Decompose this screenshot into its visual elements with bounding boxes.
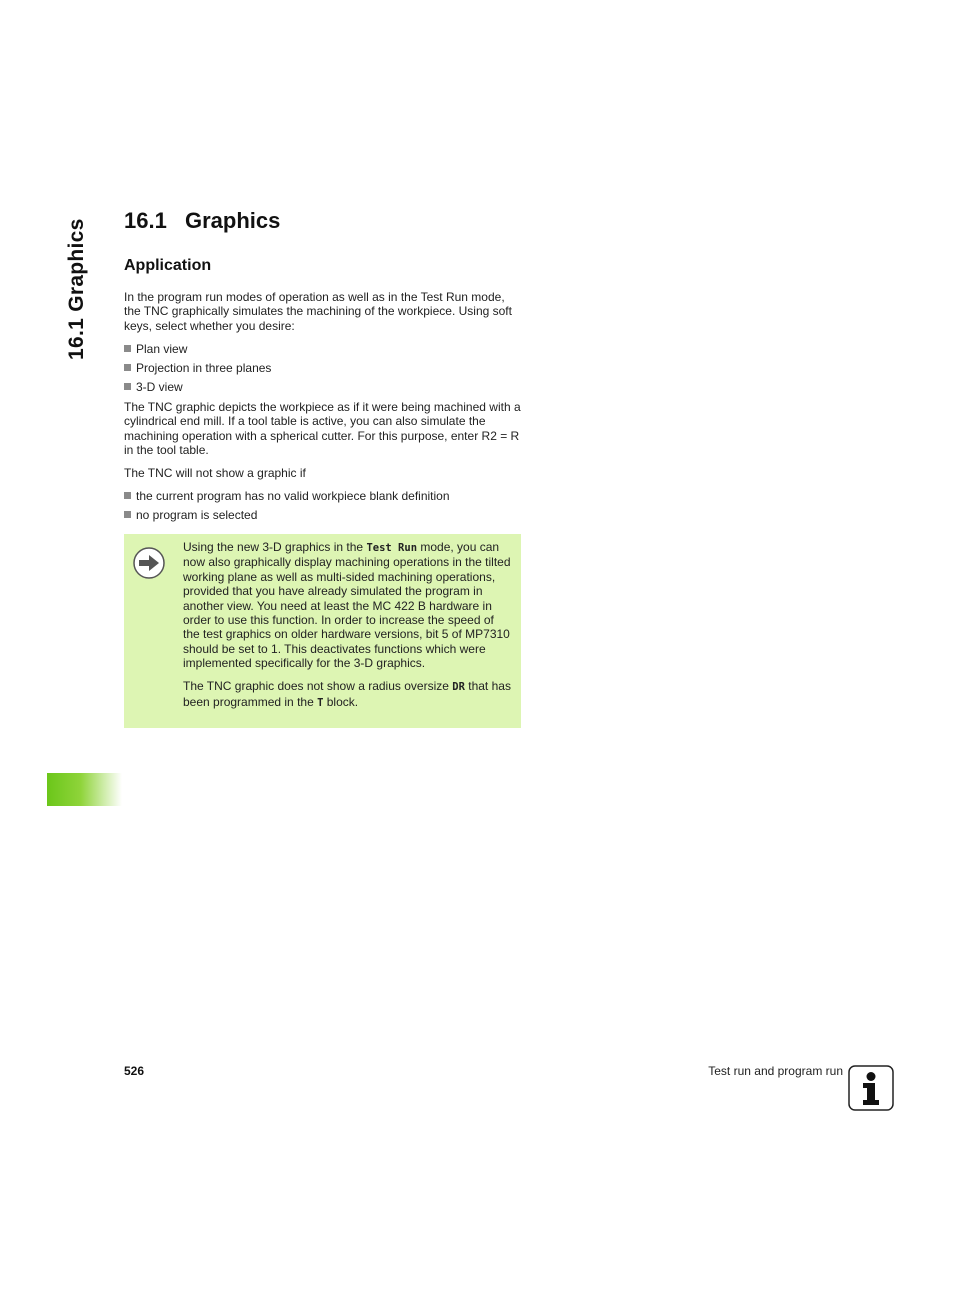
- code-test-run: Test Run: [366, 542, 418, 554]
- depiction-paragraph: The TNC graphic depicts the workpiece as if it were being machined with a cylindrical end mill. If a tool table is active, you can also simulate the machining operation with a spherical cutter. For this purpose, enter R2 = R in the tool table.: [124, 399, 521, 458]
- info-icon: [848, 1065, 894, 1111]
- no-graphic-intro: The TNC will not show a graphic if: [124, 466, 306, 481]
- views-list: [124, 342, 522, 394]
- code-dr: DR: [452, 681, 465, 694]
- square-bullet-icon: [124, 511, 131, 518]
- square-bullet-icon: [124, 345, 131, 352]
- list-item: no program is selected: [124, 508, 522, 522]
- page-number: 526: [124, 1064, 145, 1078]
- subheading: Application: [124, 257, 212, 274]
- arrow-right-icon: [133, 547, 165, 579]
- main-content: [124, 290, 522, 528]
- no-graphic-list: [124, 489, 522, 522]
- list-item: 3-D view: [124, 380, 522, 394]
- intro-paragraph: In the program run modes of operation as well as in the Test Run mode, the TNC graphically simulates the machining of the workpiece. Using soft keys, select whether you desire:: [124, 290, 512, 333]
- chapter-tab-marker: [47, 773, 122, 806]
- list-item: the current program has no valid workpiece blank definition: [124, 489, 522, 503]
- list-item: Plan view: [124, 342, 522, 356]
- note-box: [124, 534, 521, 728]
- list-item: Projection in three planes: [124, 361, 522, 375]
- note-text: [183, 540, 513, 718]
- square-bullet-icon: [124, 383, 131, 390]
- page-title: [124, 208, 280, 234]
- section-number: 16.1: [124, 208, 167, 233]
- side-chapter-title: 16.1 Graphics: [65, 218, 88, 360]
- square-bullet-icon: [124, 492, 131, 499]
- square-bullet-icon: [124, 364, 131, 371]
- code-t: T: [317, 696, 324, 709]
- note-paragraph-1: Using the new 3-D graphics in the Test Run mode, you can now also graphically display machining operations in the tilted working plane as well as multi-sided machining operations, provided that you have already simulated the program in another view. You need at least the MC 422 B hardware in order to use this function. In order to increase the speed of the test graphics on older hardware versions, bit 5 of MP7310 should be set to 1. This deactivates functions which were implemented specifically for the 3-D graphics.: [183, 540, 511, 671]
- section-title: Graphics: [185, 208, 281, 233]
- footer-chapter: Test run and program run: [708, 1064, 843, 1078]
- note-paragraph-2: The TNC graphic does not show a radius oversize DR that has been programmed in the T block.: [183, 679, 511, 709]
